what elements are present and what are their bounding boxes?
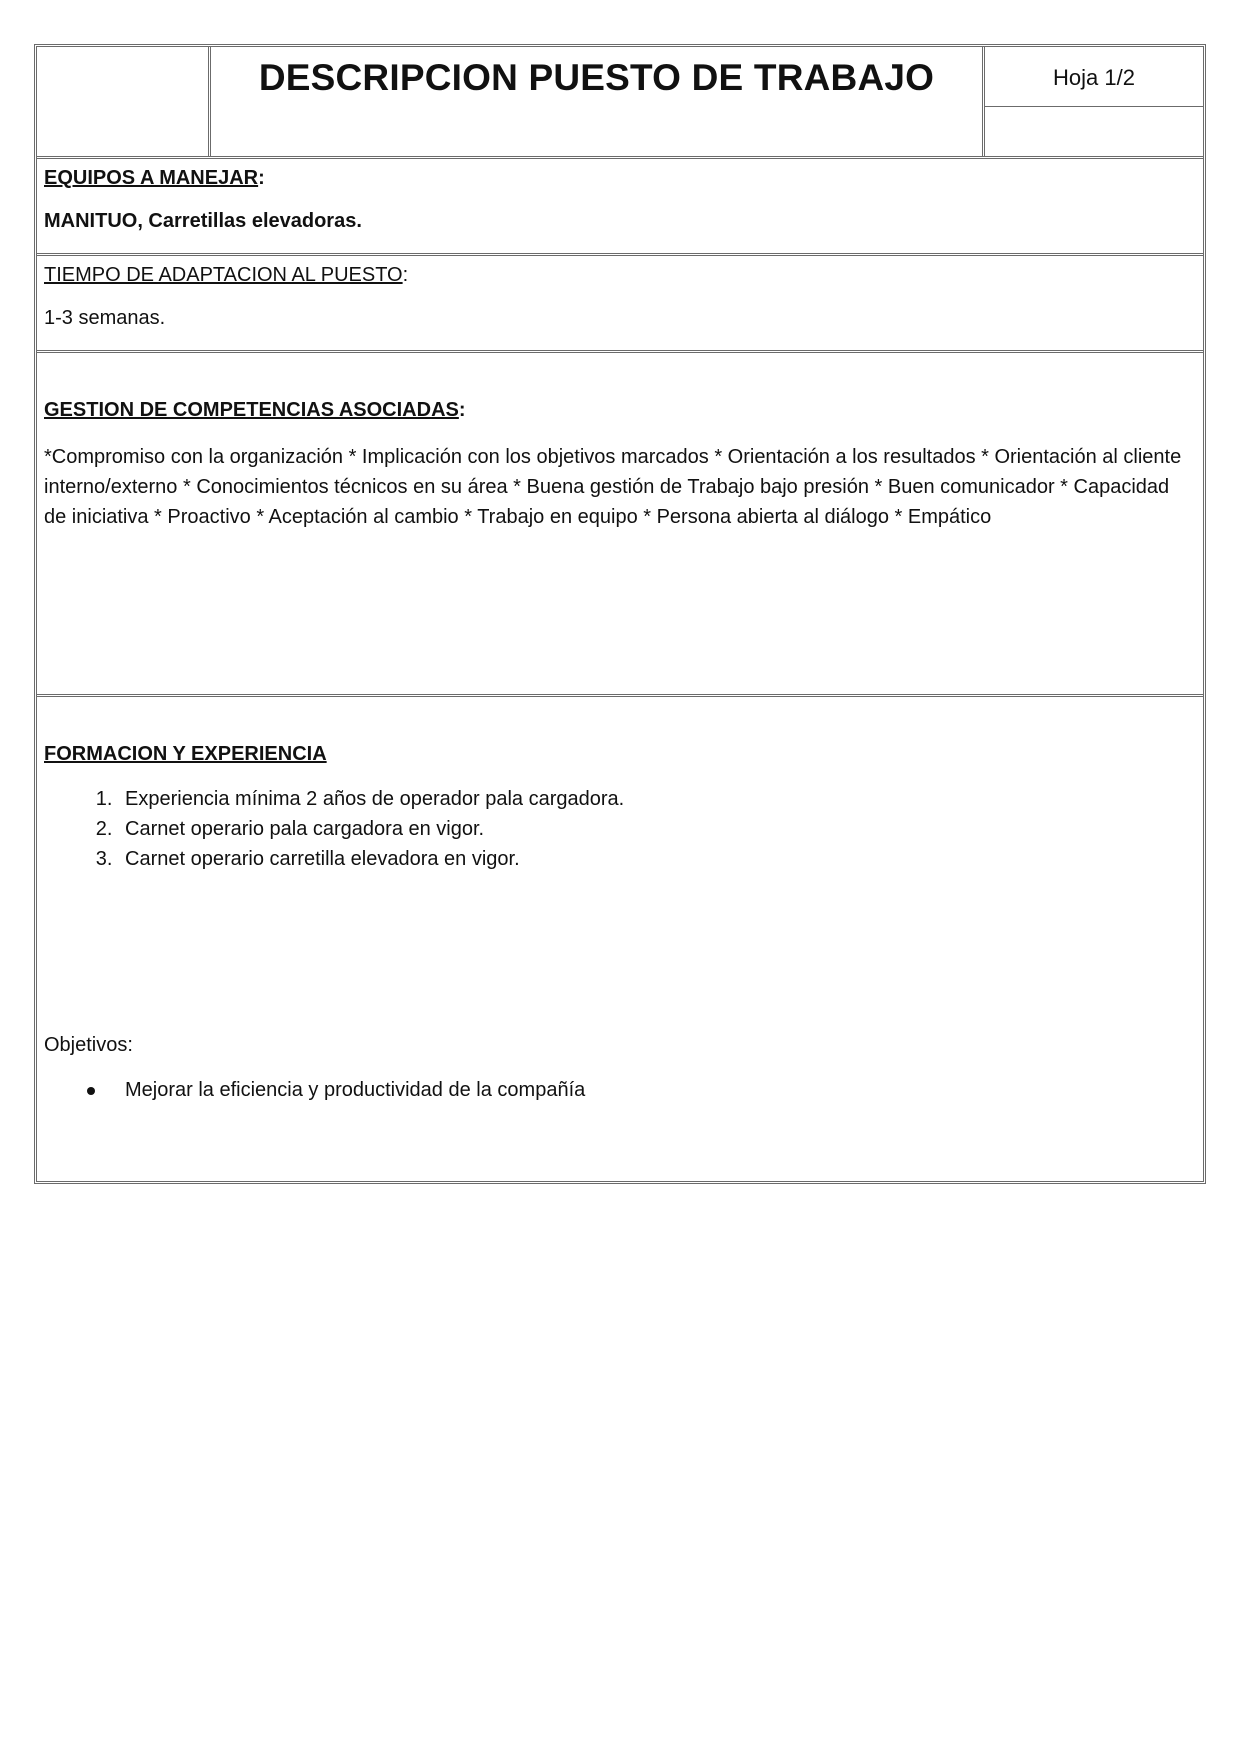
list-item: 2. Carnet operario pala cargadora en vigor. [118,814,1196,844]
job-description-form [34,44,1206,1184]
section-competencias [37,353,1203,697]
meta-empty-cell [985,107,1203,156]
list-item: 1. Experiencia mínima 2 años de operador pala cargadora. [118,784,1196,814]
list-item [118,1079,1196,1102]
objetivos-label: Objetivos: [44,1034,133,1056]
formacion-list [44,784,1196,874]
section-equipos [37,159,1203,256]
tiempo-value: 1-3 semanas. [44,307,166,329]
title-cell [211,47,985,156]
logo-cell [37,47,211,156]
sheet-number: Hoja 1/2 [985,47,1203,107]
section-formacion [37,697,1203,1181]
objetivo-text: Mejorar la eficiencia y productividad de la compañía [125,1079,586,1101]
section-tiempo [37,256,1203,353]
competencias-heading: GESTION DE COMPETENCIAS ASOCIADAS: [44,399,466,421]
bullet-icon [87,1087,95,1095]
meta-cell [985,47,1203,156]
formacion-heading-text: FORMACION Y EXPERIENCIA [44,743,327,765]
equipos-heading: EQUIPOS A MANEJAR: [44,167,265,189]
document-title: DESCRIPCION PUESTO DE TRABAJO [258,57,935,98]
formacion-heading [44,743,1196,766]
competencias-text: *Compromiso con la organización * Implicación con los objetivos marcados * Orientación a los resultados * Orientación al cliente interno/externo * Conocimientos técnicos en su área * Buena gestión de Trabajo bajo presión * Buen comunicador * Capacidad de iniciativa * Proactivo * Aceptación al cambio * Trabajo en equipo * Persona abierta al diálogo * Empático [44,446,1182,528]
competencias-heading-text: GESTION DE COMPETENCIAS ASOCIADAS [44,399,459,421]
equipos-value: MANITUO, Carretillas elevadoras. [44,210,362,232]
equipos-heading-text: EQUIPOS A MANEJAR [44,167,259,189]
tiempo-heading-text: TIEMPO DE ADAPTACION AL PUESTO [44,264,403,286]
form-header [37,47,1203,159]
list-item: 3. Carnet operario carretilla elevadora en vigor. [118,844,1196,874]
objetivos-list [44,1079,1196,1102]
tiempo-heading: TIEMPO DE ADAPTACION AL PUESTO: [44,264,409,286]
